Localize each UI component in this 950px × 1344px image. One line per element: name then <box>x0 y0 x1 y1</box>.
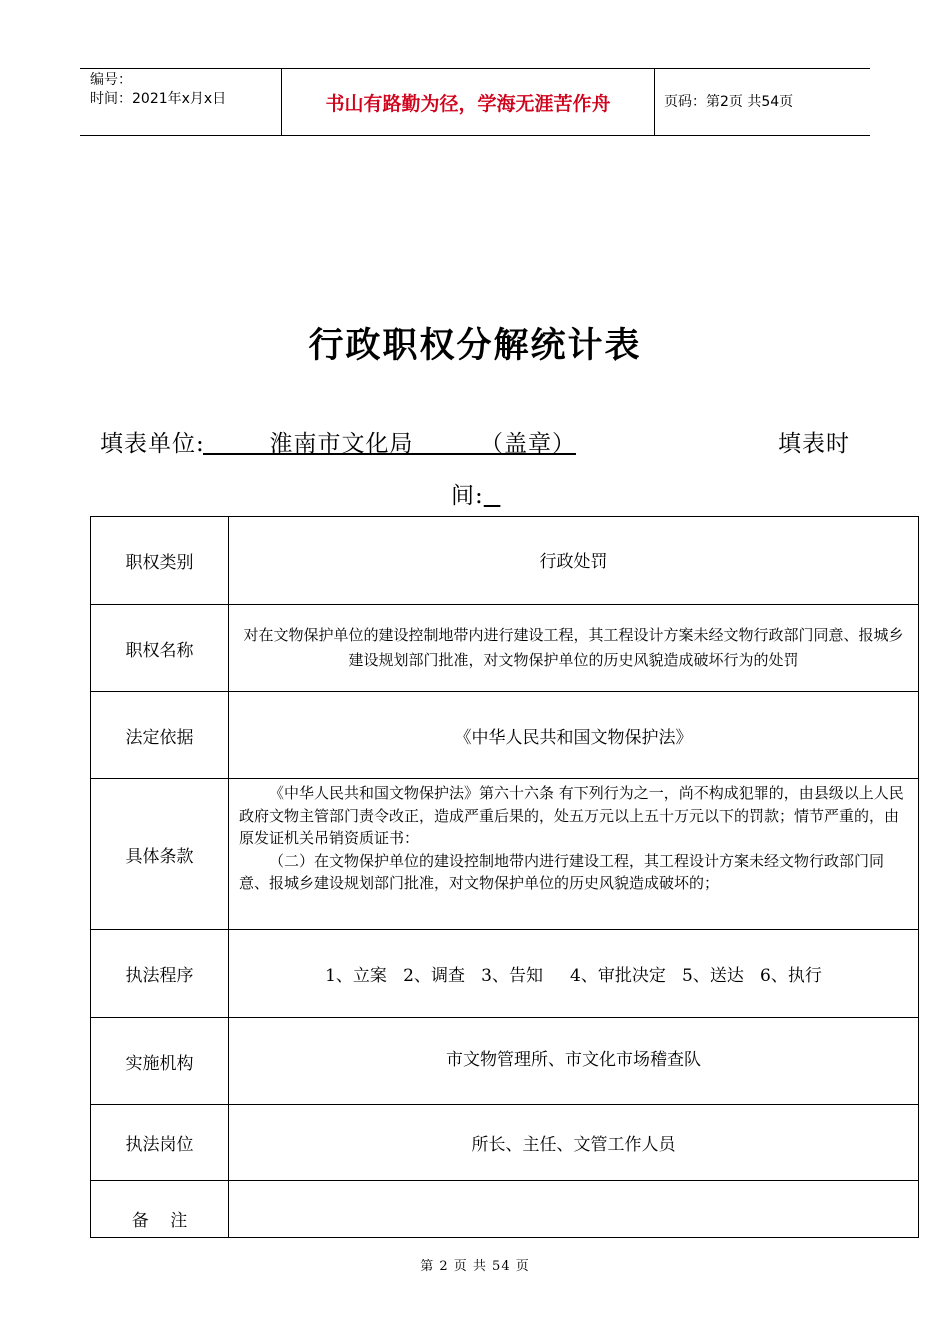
row-label: 具体条款 <box>91 779 229 930</box>
table-row <box>91 779 919 930</box>
row-value: 行政处罚 <box>229 517 919 605</box>
table-row <box>91 517 919 605</box>
row-label: 职权类别 <box>91 517 229 605</box>
row-label: 备 注 <box>91 1181 229 1238</box>
row-value-clauses <box>229 779 919 930</box>
row-value: 1、立案 2、调查 3、告知 4、审批决定 5、送达 6、执行 <box>229 930 919 1018</box>
fill-unit-value-text: 淮南市文化局 （盖章） <box>203 431 576 457</box>
row-value: 对在文物保护单位的建设控制地带内进行建设工程，其工程设计方案未经文物行政部门同意、报城乡建设规划部门批准，对文物保护单位的历史风貌造成破坏行为的处罚 <box>229 605 919 692</box>
row-label: 实施机构 <box>91 1018 229 1105</box>
row-value <box>229 1181 919 1238</box>
table-row <box>91 692 919 779</box>
row-value: 所长、主任、文管工作人员 <box>229 1105 919 1181</box>
header-motto: 书山有路勤为径，学海无涯苦作舟 <box>325 93 611 115</box>
table-row <box>91 1105 919 1181</box>
table-row <box>91 1181 919 1238</box>
row-value: 市文物管理所、市文化市场稽查队 <box>229 1018 919 1105</box>
header-time: 时间：2021年x月x日 <box>90 91 227 107</box>
fill-unit-label: 填表单位: <box>100 431 205 457</box>
header-page-info: 页码：第2页 共54页 <box>664 94 794 110</box>
fill-time-label: 填表时 <box>778 431 850 457</box>
fill-unit-value <box>203 428 576 460</box>
header-number: 编号： <box>90 72 132 88</box>
header-divider <box>654 69 655 135</box>
header-bottom-rule <box>80 135 870 136</box>
header-top-rule <box>80 68 870 69</box>
table-row <box>91 1018 919 1105</box>
row-label: 执法程序 <box>91 930 229 1018</box>
table-row <box>91 930 919 1018</box>
row-label: 法定依据 <box>91 692 229 779</box>
document-title: 行政职权分解统计表 <box>308 325 642 366</box>
row-label: 职权名称 <box>91 605 229 692</box>
row-label: 执法岗位 <box>91 1105 229 1181</box>
clause-paragraph: （二）在文物保护单位的建设控制地带内进行建设工程，其工程设计方案未经文物行政部门同意、报城乡建设规划部门批准，对文物保护单位的历史风貌造成破坏的； <box>239 851 885 892</box>
clause-paragraph: 《中华人民共和国文物保护法》第六十六条 有下列行为之一，尚不构成犯罪的，由县级以上人民政府文物主管部门责令改正，造成严重后果的，处五万元以上五十万元以下的罚款；情节严重的，由原发证机关吊销资质证书： <box>239 784 904 847</box>
table-row <box>91 605 919 692</box>
fill-time-label-text: 间: <box>451 483 484 509</box>
authority-table <box>90 516 919 1238</box>
fill-time-value <box>484 483 501 509</box>
row-value: 《中华人民共和国文物保护法》 <box>229 692 919 779</box>
fill-time-label-cont <box>451 480 500 512</box>
page-footer: 第 2 页 共 54 页 <box>420 1259 530 1274</box>
